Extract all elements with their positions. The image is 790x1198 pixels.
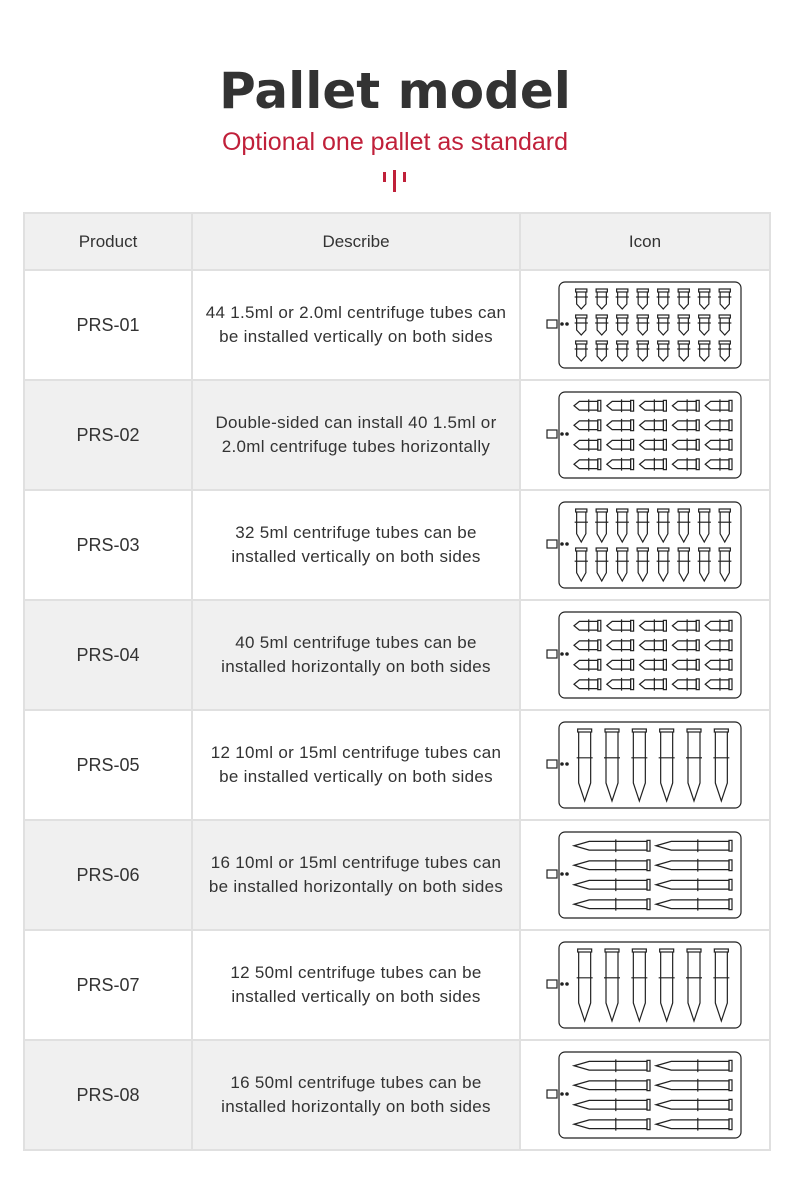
product-cell: PRS-06	[24, 820, 192, 930]
product-cell: PRS-02	[24, 380, 192, 490]
column-header-describe: Describe	[192, 213, 520, 270]
table-row	[24, 820, 770, 930]
table-header-row	[24, 213, 770, 270]
product-cell: PRS-05	[24, 710, 192, 820]
page-title: Pallet model	[219, 62, 571, 120]
column-header-icon: Icon	[520, 213, 770, 270]
pallet-horizontal-5ml-tubes-icon	[545, 608, 745, 702]
table-row	[24, 930, 770, 1040]
pallet-vertical-50ml-tubes-icon	[545, 938, 745, 1032]
table-row	[24, 270, 770, 380]
table-row	[24, 710, 770, 820]
icon-cell	[520, 1040, 770, 1150]
icon-cell	[520, 710, 770, 820]
pallet-table	[23, 212, 771, 1151]
icon-cell	[520, 490, 770, 600]
product-cell: PRS-08	[24, 1040, 192, 1150]
describe-cell: 40 5ml centrifuge tubes can be installed horizontally on both sides	[192, 600, 520, 710]
accent-marks	[381, 170, 411, 192]
table-row	[24, 1040, 770, 1150]
product-cell: PRS-01	[24, 270, 192, 380]
describe-cell: 12 10ml or 15ml centrifuge tubes can be installed vertically on both sides	[192, 710, 520, 820]
describe-cell: 32 5ml centrifuge tubes can be installed vertically on both sides	[192, 490, 520, 600]
pallet-horizontal-50ml-tubes-icon	[545, 1048, 745, 1142]
describe-cell: 16 10ml or 15ml centrifuge tubes can be installed horizontally on both sides	[192, 820, 520, 930]
pallet-vertical-15ml-tubes-icon	[545, 718, 745, 812]
describe-cell: 44 1.5ml or 2.0ml centrifuge tubes can be installed vertically on both sides	[192, 270, 520, 380]
pallet-horizontal-small-tubes-icon	[545, 388, 745, 482]
icon-cell	[520, 600, 770, 710]
pallet-vertical-5ml-tubes-icon	[545, 498, 745, 592]
product-cell: PRS-07	[24, 930, 192, 1040]
table-row	[24, 600, 770, 710]
product-cell: PRS-04	[24, 600, 192, 710]
table-row	[24, 490, 770, 600]
describe-cell: Double-sided can install 40 1.5ml or 2.0ml centrifuge tubes horizontally	[192, 380, 520, 490]
icon-cell	[520, 930, 770, 1040]
column-header-product: Product	[24, 213, 192, 270]
icon-cell	[520, 380, 770, 490]
page-subtitle: Optional one pallet as standard	[221, 128, 569, 156]
icon-cell	[520, 820, 770, 930]
table-row	[24, 380, 770, 490]
product-cell: PRS-03	[24, 490, 192, 600]
describe-cell: 16 50ml centrifuge tubes can be installed horizontally on both sides	[192, 1040, 520, 1150]
describe-cell: 12 50ml centrifuge tubes can be installed vertically on both sides	[192, 930, 520, 1040]
pallet-vertical-small-tubes-icon	[545, 278, 745, 372]
icon-cell	[520, 270, 770, 380]
pallet-horizontal-15ml-tubes-icon	[545, 828, 745, 922]
